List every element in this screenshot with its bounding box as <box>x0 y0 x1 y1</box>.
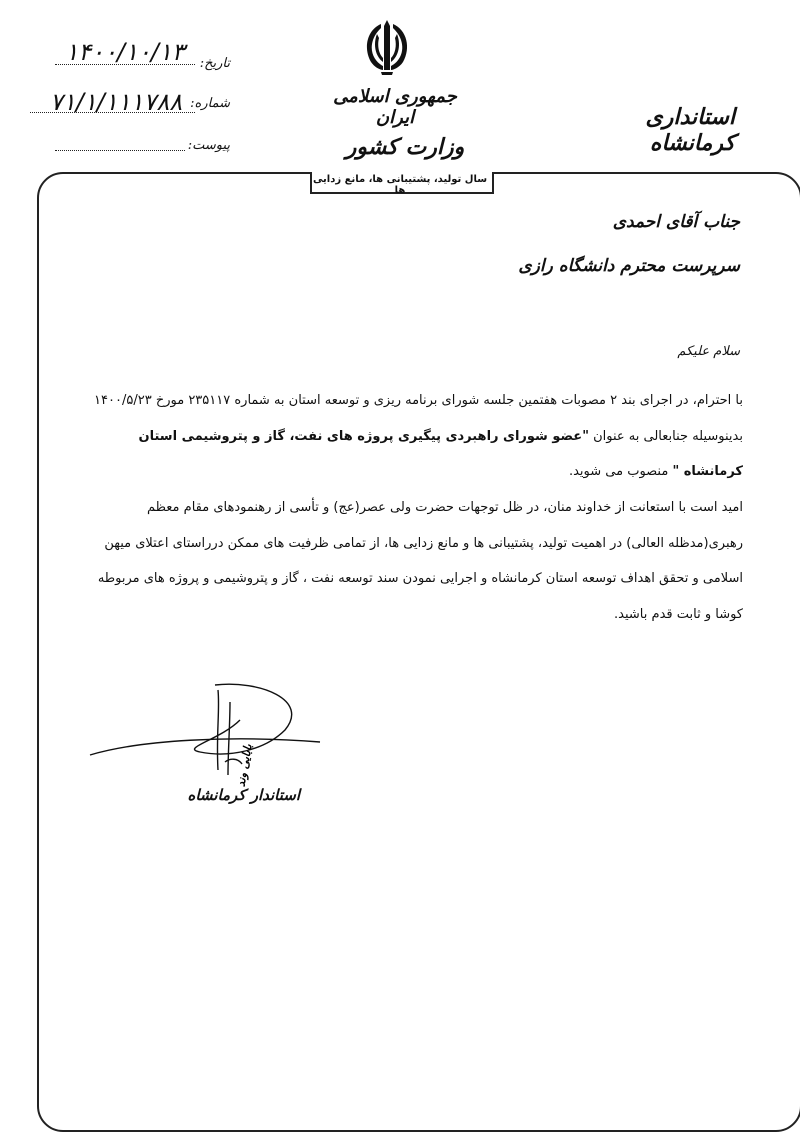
paragraph-appointment-text-2: منصوب می شوید. <box>568 464 673 480</box>
iran-emblem-icon <box>355 14 419 78</box>
attachment-dotted-line <box>55 150 185 151</box>
paragraph-wishes: امید است با استعانت از خداوند منان، در ظل توجهات حضرت ولی عصر(عج) و تأسی از رهنمودهای مقام معظم رهبری(مدظله العالی) در اهمیت تولید، پشتیبانی ها و مانع زدایی ها، از تمامی ظرفیت های ممکن درراستای اعتلای میهن اسلامی و تحقق اهداف توسعه استان کرمانشاه و اجرایی نمودن سند توسعه نفت ، گاز و پتروشیمی و پروژه های مربوطه کوشا و ثابت قدم باشید. <box>97 500 743 623</box>
paragraph-appointment <box>88 383 743 490</box>
greeting: سلام علیکم <box>677 344 740 359</box>
addressee-name: جناب آقای احمدی <box>612 212 740 232</box>
letter-date: ۱۴۰۰/۱۰/۱۳ <box>65 38 185 66</box>
date-dotted-line <box>55 64 195 65</box>
republic-title: جمهوری اسلامی ایران <box>333 86 457 128</box>
appointment-role: "عضو شورای راهبردی پیگیری پروژه های نفت، گاز و پتروشیمی استان کرمانشاه " <box>138 428 743 480</box>
ministry-title: وزارت کشور <box>345 134 465 160</box>
signer-title: استاندار کرمانشاه <box>187 786 300 804</box>
addressee-title: سرپرست محترم دانشگاه رازی <box>518 256 740 276</box>
number-dotted-line <box>30 112 195 113</box>
number-label: شماره: <box>190 96 230 111</box>
signer-name: بابایی وند <box>234 743 255 788</box>
attachment-label: پیوست: <box>187 138 230 153</box>
date-label: تاریخ: <box>199 56 230 71</box>
governorate-title: استانداری کرمانشاه <box>645 104 735 156</box>
year-slogan: سال تولید، پشتیبانی ها، مانع زدایی ها <box>312 174 488 196</box>
letter-number: ۷۱/۱/۱۱۱۷۸۸ <box>49 88 183 116</box>
letter-frame <box>37 172 800 1132</box>
paragraph-appointment-text-1: با احترام، در اجرای بند ۲ مصوبات هفتمین جلسه شورای برنامه ریزی و توسعه استان به شماره ۲۳۵۱۱۷ مورخ ۱۴۰۰/۵/۲۳ بدینوسیله جنابعالی به عنوان <box>94 393 743 444</box>
signature-icon <box>80 680 340 790</box>
